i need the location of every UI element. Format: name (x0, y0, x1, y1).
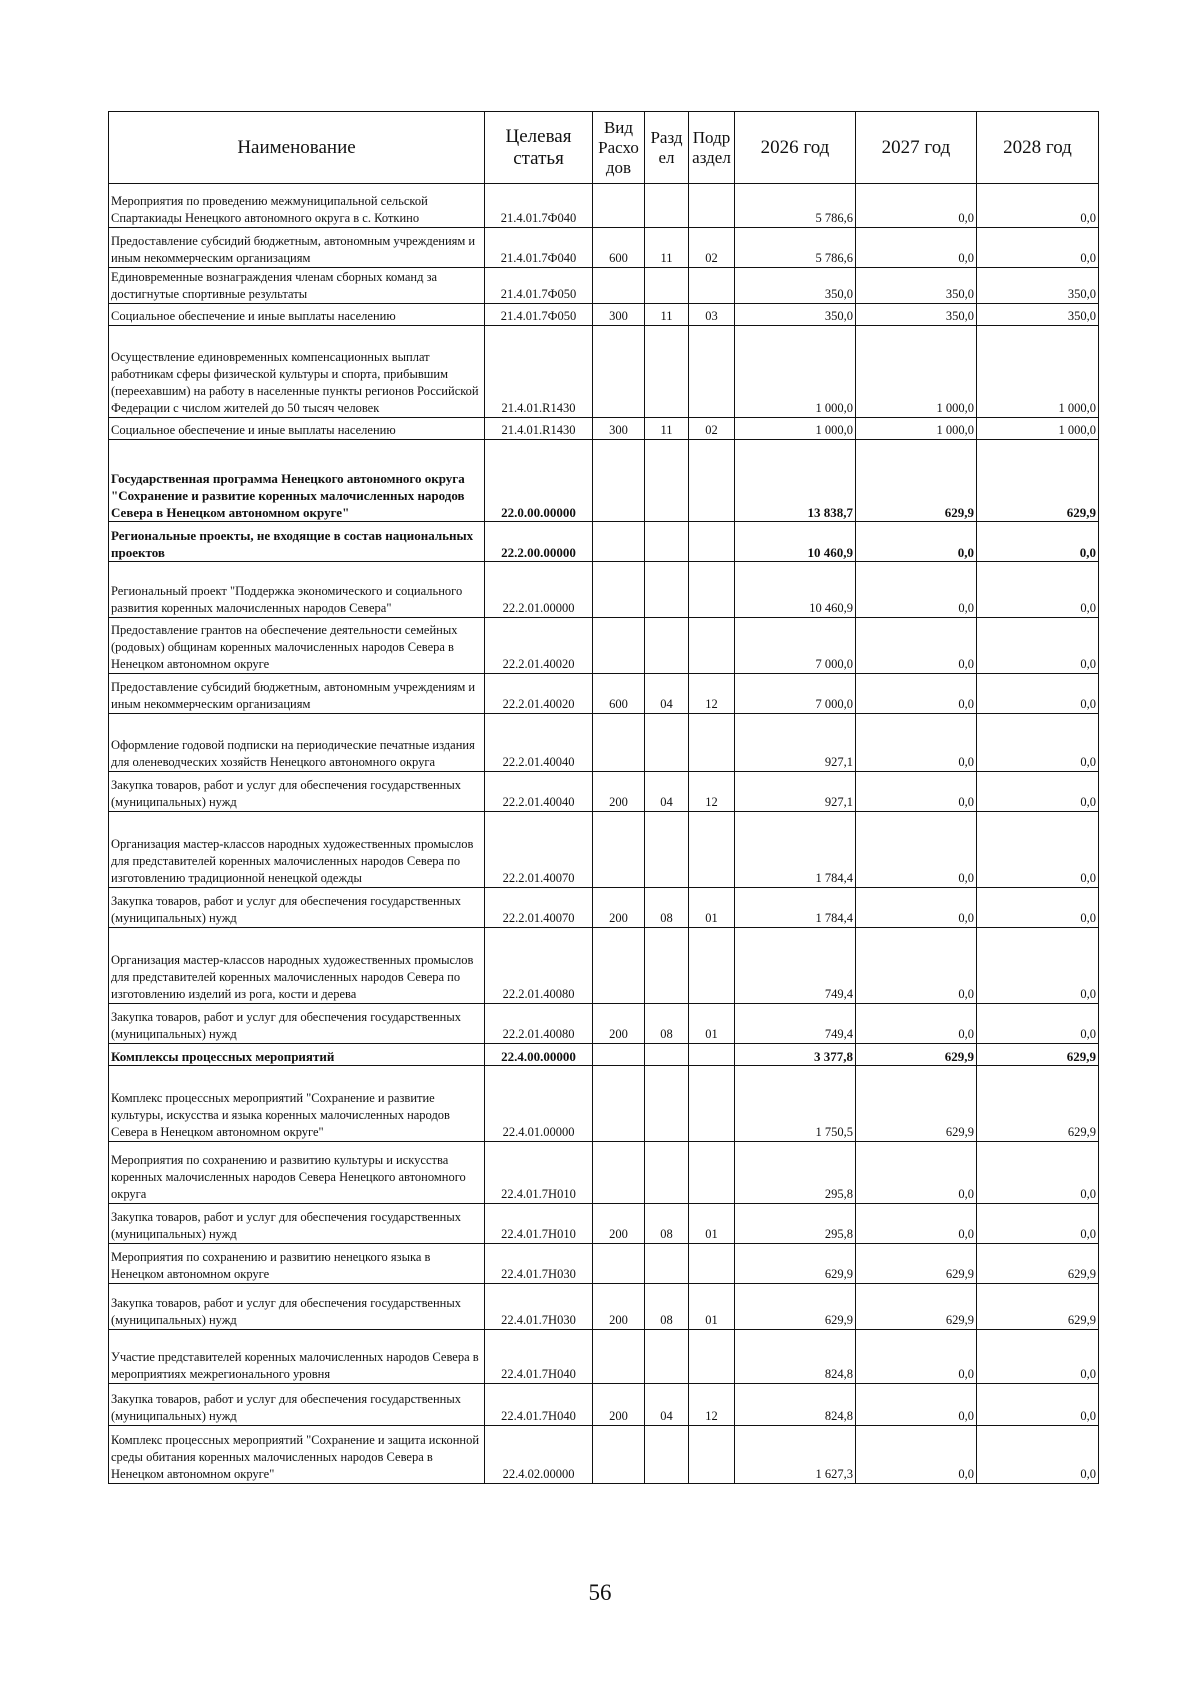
subsection: 03 (689, 304, 735, 326)
target-article: 22.2.01.40080 (485, 928, 593, 1004)
target-article: 22.4.01.7Н010 (485, 1204, 593, 1244)
amount-2027: 0,0 (856, 562, 977, 618)
header-subsection: Подр аздел (689, 112, 735, 184)
amount-2026: 1 784,4 (735, 888, 856, 928)
amount-2026: 749,4 (735, 1004, 856, 1044)
expense-type (593, 440, 645, 522)
expense-type (593, 1330, 645, 1384)
section: 04 (645, 674, 689, 714)
amount-2027: 0,0 (856, 888, 977, 928)
amount-2027: 0,0 (856, 184, 977, 228)
amount-2027: 0,0 (856, 1142, 977, 1204)
header-year-2028: 2028 год (977, 112, 1099, 184)
target-article: 22.2.01.40080 (485, 1004, 593, 1044)
expense-type (593, 618, 645, 674)
table-row (109, 1284, 1099, 1330)
table-row (109, 1330, 1099, 1384)
amount-2026: 824,8 (735, 1330, 856, 1384)
subsection: 02 (689, 418, 735, 440)
subsection (689, 618, 735, 674)
target-article: 22.4.01.7Н040 (485, 1384, 593, 1426)
section (645, 1066, 689, 1142)
amount-2026: 927,1 (735, 772, 856, 812)
subsection: 02 (689, 228, 735, 268)
row-name: Социальное обеспечение и иные выплаты населению (109, 418, 485, 440)
amount-2027: 0,0 (856, 1204, 977, 1244)
subsection: 01 (689, 1004, 735, 1044)
target-article: 22.0.00.00000 (485, 440, 593, 522)
section: 11 (645, 228, 689, 268)
amount-2027: 350,0 (856, 268, 977, 304)
expense-type (593, 1044, 645, 1066)
amount-2027: 0,0 (856, 1330, 977, 1384)
table-row (109, 1204, 1099, 1244)
section (645, 1426, 689, 1484)
expense-type: 200 (593, 888, 645, 928)
expense-type: 600 (593, 674, 645, 714)
row-name: Мероприятия по проведению межмуниципальной сельской Спартакиады Ненецкого автономного округа в с. Коткино (109, 184, 485, 228)
amount-2026: 350,0 (735, 304, 856, 326)
section: 11 (645, 304, 689, 326)
amount-2026: 1 000,0 (735, 326, 856, 418)
target-article: 22.4.01.00000 (485, 1066, 593, 1142)
amount-2026: 350,0 (735, 268, 856, 304)
target-article: 22.2.01.40040 (485, 714, 593, 772)
amount-2028: 1 000,0 (977, 326, 1099, 418)
section (645, 522, 689, 562)
amount-2027: 0,0 (856, 1004, 977, 1044)
target-article: 21.4.01.7Ф040 (485, 228, 593, 268)
expense-type (593, 1244, 645, 1284)
amount-2028: 629,9 (977, 1066, 1099, 1142)
section: 08 (645, 1204, 689, 1244)
header-expense-type: Вид Расхо дов (593, 112, 645, 184)
row-name: Региональные проекты, не входящие в состав национальных проектов (109, 522, 485, 562)
section (645, 326, 689, 418)
amount-2027: 0,0 (856, 1426, 977, 1484)
table-row (109, 522, 1099, 562)
table-row (109, 184, 1099, 228)
amount-2028: 0,0 (977, 228, 1099, 268)
expense-type (593, 1066, 645, 1142)
subsection (689, 1330, 735, 1384)
subsection (689, 326, 735, 418)
amount-2027: 0,0 (856, 1384, 977, 1426)
target-article: 22.4.01.7Н040 (485, 1330, 593, 1384)
amount-2028: 0,0 (977, 1004, 1099, 1044)
table-body (109, 184, 1099, 1484)
target-article: 22.2.01.00000 (485, 562, 593, 618)
table-row (109, 1426, 1099, 1484)
row-name: Предоставление субсидий бюджетным, автономным учреждениям и иным некоммерческим организациям (109, 674, 485, 714)
table-row (109, 440, 1099, 522)
amount-2028: 0,0 (977, 1384, 1099, 1426)
expense-type: 200 (593, 1204, 645, 1244)
amount-2026: 7 000,0 (735, 618, 856, 674)
amount-2028: 0,0 (977, 1142, 1099, 1204)
target-article: 22.2.01.40070 (485, 888, 593, 928)
row-name: Социальное обеспечение и иные выплаты населению (109, 304, 485, 326)
section: 04 (645, 1384, 689, 1426)
target-article: 21.4.01.7Ф040 (485, 184, 593, 228)
row-name: Предоставление грантов на обеспечение деятельности семейных (родовых) общинам коренных малочисленных народов Севера в Ненецком автономном округе (109, 618, 485, 674)
row-name: Закупка товаров, работ и услуг для обеспечения государственных (муниципальных) нужд (109, 772, 485, 812)
amount-2028: 1 000,0 (977, 418, 1099, 440)
amount-2028: 0,0 (977, 1426, 1099, 1484)
header-year-2027: 2027 год (856, 112, 977, 184)
amount-2028: 0,0 (977, 562, 1099, 618)
section (645, 268, 689, 304)
expense-type (593, 714, 645, 772)
target-article: 22.2.01.40020 (485, 618, 593, 674)
table-row (109, 268, 1099, 304)
amount-2028: 0,0 (977, 888, 1099, 928)
table-row (109, 772, 1099, 812)
amount-2028: 0,0 (977, 618, 1099, 674)
amount-2027: 0,0 (856, 228, 977, 268)
amount-2027: 0,0 (856, 812, 977, 888)
expense-type: 600 (593, 228, 645, 268)
subsection (689, 1244, 735, 1284)
subsection (689, 562, 735, 618)
expense-type (593, 184, 645, 228)
table-row (109, 1066, 1099, 1142)
row-name: Закупка товаров, работ и услуг для обеспечения государственных (муниципальных) нужд (109, 1284, 485, 1330)
amount-2027: 629,9 (856, 1044, 977, 1066)
target-article: 21.4.01.7Ф050 (485, 268, 593, 304)
target-article: 22.4.01.7Н030 (485, 1244, 593, 1284)
row-name: Мероприятия по сохранению и развитию культуры и искусства коренных малочисленных народов Севера Ненецкого автономного округа (109, 1142, 485, 1204)
table-row (109, 418, 1099, 440)
target-article: 22.2.01.40070 (485, 812, 593, 888)
target-article: 21.4.01.R1430 (485, 326, 593, 418)
amount-2027: 0,0 (856, 618, 977, 674)
table-row (109, 304, 1099, 326)
budget-table (108, 111, 1099, 1484)
amount-2026: 5 786,6 (735, 184, 856, 228)
section (645, 812, 689, 888)
target-article: 22.2.00.00000 (485, 522, 593, 562)
expense-type (593, 562, 645, 618)
table-row (109, 812, 1099, 888)
amount-2028: 0,0 (977, 812, 1099, 888)
table-row (109, 1142, 1099, 1204)
section: 08 (645, 1284, 689, 1330)
expense-type (593, 812, 645, 888)
subsection (689, 522, 735, 562)
target-article: 22.4.01.7Н030 (485, 1284, 593, 1330)
section (645, 1330, 689, 1384)
row-name: Мероприятия по сохранению и развитию ненецкого языка в Ненецком автономном округе (109, 1244, 485, 1284)
amount-2027: 1 000,0 (856, 326, 977, 418)
row-name: Осуществление единовременных компенсационных выплат работникам сферы физической культуры и спорта, прибывшим (переехавшим) на работу в населенные пункты регионов Российской Федерации с числом жителей до 50 тысяч человек (109, 326, 485, 418)
subsection (689, 184, 735, 228)
table-row (109, 1384, 1099, 1426)
section: 08 (645, 1004, 689, 1044)
table-header-row (109, 112, 1099, 184)
section (645, 440, 689, 522)
section (645, 1044, 689, 1066)
amount-2028: 0,0 (977, 1204, 1099, 1244)
section (645, 618, 689, 674)
expense-type: 200 (593, 772, 645, 812)
target-article: 22.4.00.00000 (485, 1044, 593, 1066)
section (645, 562, 689, 618)
section (645, 1244, 689, 1284)
amount-2026: 295,8 (735, 1204, 856, 1244)
amount-2026: 1 750,5 (735, 1066, 856, 1142)
target-article: 22.2.01.40020 (485, 674, 593, 714)
row-name: Закупка товаров, работ и услуг для обеспечения государственных (муниципальных) нужд (109, 1004, 485, 1044)
row-name: Закупка товаров, работ и услуг для обеспечения государственных (муниципальных) нужд (109, 1204, 485, 1244)
amount-2027: 0,0 (856, 522, 977, 562)
target-article: 22.2.01.40040 (485, 772, 593, 812)
table-row (109, 228, 1099, 268)
subsection (689, 268, 735, 304)
header-year-2026: 2026 год (735, 112, 856, 184)
expense-type: 200 (593, 1384, 645, 1426)
subsection: 01 (689, 1204, 735, 1244)
subsection: 01 (689, 1284, 735, 1330)
page-number: 56 (588, 1580, 612, 1605)
subsection (689, 928, 735, 1004)
section: 11 (645, 418, 689, 440)
amount-2028: 629,9 (977, 440, 1099, 522)
amount-2027: 350,0 (856, 304, 977, 326)
subsection (689, 1066, 735, 1142)
amount-2026: 1 627,3 (735, 1426, 856, 1484)
row-name: Предоставление субсидий бюджетным, автономным учреждениям и иным некоммерческим организациям (109, 228, 485, 268)
amount-2028: 629,9 (977, 1044, 1099, 1066)
row-name: Организация мастер-классов народных художественных промыслов для представителей коренных малочисленных народов Севера по изготовлению традиционной ненецкой одежды (109, 812, 485, 888)
row-name: Единовременные вознаграждения членам сборных команд за достигнутые спортивные результаты (109, 268, 485, 304)
amount-2026: 295,8 (735, 1142, 856, 1204)
amount-2026: 13 838,7 (735, 440, 856, 522)
expense-type (593, 1426, 645, 1484)
table-row (109, 618, 1099, 674)
row-name: Комплекс процессных мероприятий "Сохранение и развитие культуры, искусства и языка коренных малочисленных народов Севера в Ненецком автономном округе" (109, 1066, 485, 1142)
amount-2026: 7 000,0 (735, 674, 856, 714)
subsection (689, 440, 735, 522)
expense-type (593, 268, 645, 304)
row-name: Комплексы процессных мероприятий (109, 1044, 485, 1066)
amount-2026: 927,1 (735, 714, 856, 772)
amount-2026: 629,9 (735, 1284, 856, 1330)
table-row (109, 1004, 1099, 1044)
table-row (109, 1244, 1099, 1284)
subsection (689, 1044, 735, 1066)
amount-2027: 629,9 (856, 440, 977, 522)
subsection: 12 (689, 772, 735, 812)
subsection (689, 1142, 735, 1204)
target-article: 22.4.02.00000 (485, 1426, 593, 1484)
amount-2027: 0,0 (856, 714, 977, 772)
table-row (109, 674, 1099, 714)
amount-2026: 629,9 (735, 1244, 856, 1284)
target-article: 21.4.01.7Ф050 (485, 304, 593, 326)
row-name: Государственная программа Ненецкого автономного округа "Сохранение и развитие коренных малочисленных народов Севера в Ненецком автономном округе" (109, 440, 485, 522)
table-row (109, 562, 1099, 618)
section (645, 928, 689, 1004)
amount-2028: 0,0 (977, 674, 1099, 714)
target-article: 21.4.01.R1430 (485, 418, 593, 440)
subsection: 01 (689, 888, 735, 928)
amount-2026: 1 784,4 (735, 812, 856, 888)
expense-type: 300 (593, 304, 645, 326)
amount-2028: 0,0 (977, 714, 1099, 772)
subsection (689, 714, 735, 772)
section (645, 1142, 689, 1204)
table-row (109, 928, 1099, 1004)
amount-2026: 5 786,6 (735, 228, 856, 268)
section (645, 714, 689, 772)
amount-2027: 0,0 (856, 928, 977, 1004)
row-name: Закупка товаров, работ и услуг для обеспечения государственных (муниципальных) нужд (109, 1384, 485, 1426)
amount-2028: 0,0 (977, 1330, 1099, 1384)
expense-type (593, 928, 645, 1004)
expense-type: 200 (593, 1004, 645, 1044)
expense-type (593, 326, 645, 418)
header-name: Наименование (109, 112, 485, 184)
section (645, 184, 689, 228)
table-row (109, 326, 1099, 418)
amount-2027: 629,9 (856, 1284, 977, 1330)
amount-2028: 0,0 (977, 928, 1099, 1004)
table-row (109, 1044, 1099, 1066)
table-row (109, 888, 1099, 928)
row-name: Региональный проект "Поддержка экономического и социального развития коренных малочисленных народов Севера" (109, 562, 485, 618)
table-row (109, 714, 1099, 772)
amount-2027: 0,0 (856, 772, 977, 812)
row-name: Оформление годовой подписки на периодические печатные издания для оленеводческих хозяйств Ненецкого автономного округа (109, 714, 485, 772)
row-name: Организация мастер-классов народных художественных промыслов для представителей коренных малочисленных народов Севера по изготовлению изделий из рога, кости и дерева (109, 928, 485, 1004)
amount-2028: 629,9 (977, 1244, 1099, 1284)
expense-type: 300 (593, 418, 645, 440)
amount-2026: 3 377,8 (735, 1044, 856, 1066)
amount-2027: 0,0 (856, 674, 977, 714)
header-target-article: Целевая статья (485, 112, 593, 184)
amount-2027: 629,9 (856, 1066, 977, 1142)
amount-2026: 10 460,9 (735, 562, 856, 618)
subsection (689, 1426, 735, 1484)
section: 04 (645, 772, 689, 812)
subsection: 12 (689, 1384, 735, 1426)
amount-2028: 0,0 (977, 772, 1099, 812)
amount-2028: 0,0 (977, 522, 1099, 562)
amount-2028: 0,0 (977, 184, 1099, 228)
amount-2026: 10 460,9 (735, 522, 856, 562)
section: 08 (645, 888, 689, 928)
expense-type: 200 (593, 1284, 645, 1330)
expense-type (593, 522, 645, 562)
amount-2026: 749,4 (735, 928, 856, 1004)
subsection: 12 (689, 674, 735, 714)
row-name: Комплекс процессных мероприятий "Сохранение и защита исконной среды обитания коренных малочисленных народов Севера в Ненецком автономном округе" (109, 1426, 485, 1484)
amount-2026: 1 000,0 (735, 418, 856, 440)
header-section: Разд ел (645, 112, 689, 184)
target-article: 22.4.01.7Н010 (485, 1142, 593, 1204)
amount-2026: 824,8 (735, 1384, 856, 1426)
amount-2028: 629,9 (977, 1284, 1099, 1330)
amount-2027: 1 000,0 (856, 418, 977, 440)
amount-2027: 629,9 (856, 1244, 977, 1284)
expense-type (593, 1142, 645, 1204)
row-name: Закупка товаров, работ и услуг для обеспечения государственных (муниципальных) нужд (109, 888, 485, 928)
row-name: Участие представителей коренных малочисленных народов Севера в мероприятиях межрегионального уровня (109, 1330, 485, 1384)
amount-2028: 350,0 (977, 268, 1099, 304)
amount-2028: 350,0 (977, 304, 1099, 326)
subsection (689, 812, 735, 888)
